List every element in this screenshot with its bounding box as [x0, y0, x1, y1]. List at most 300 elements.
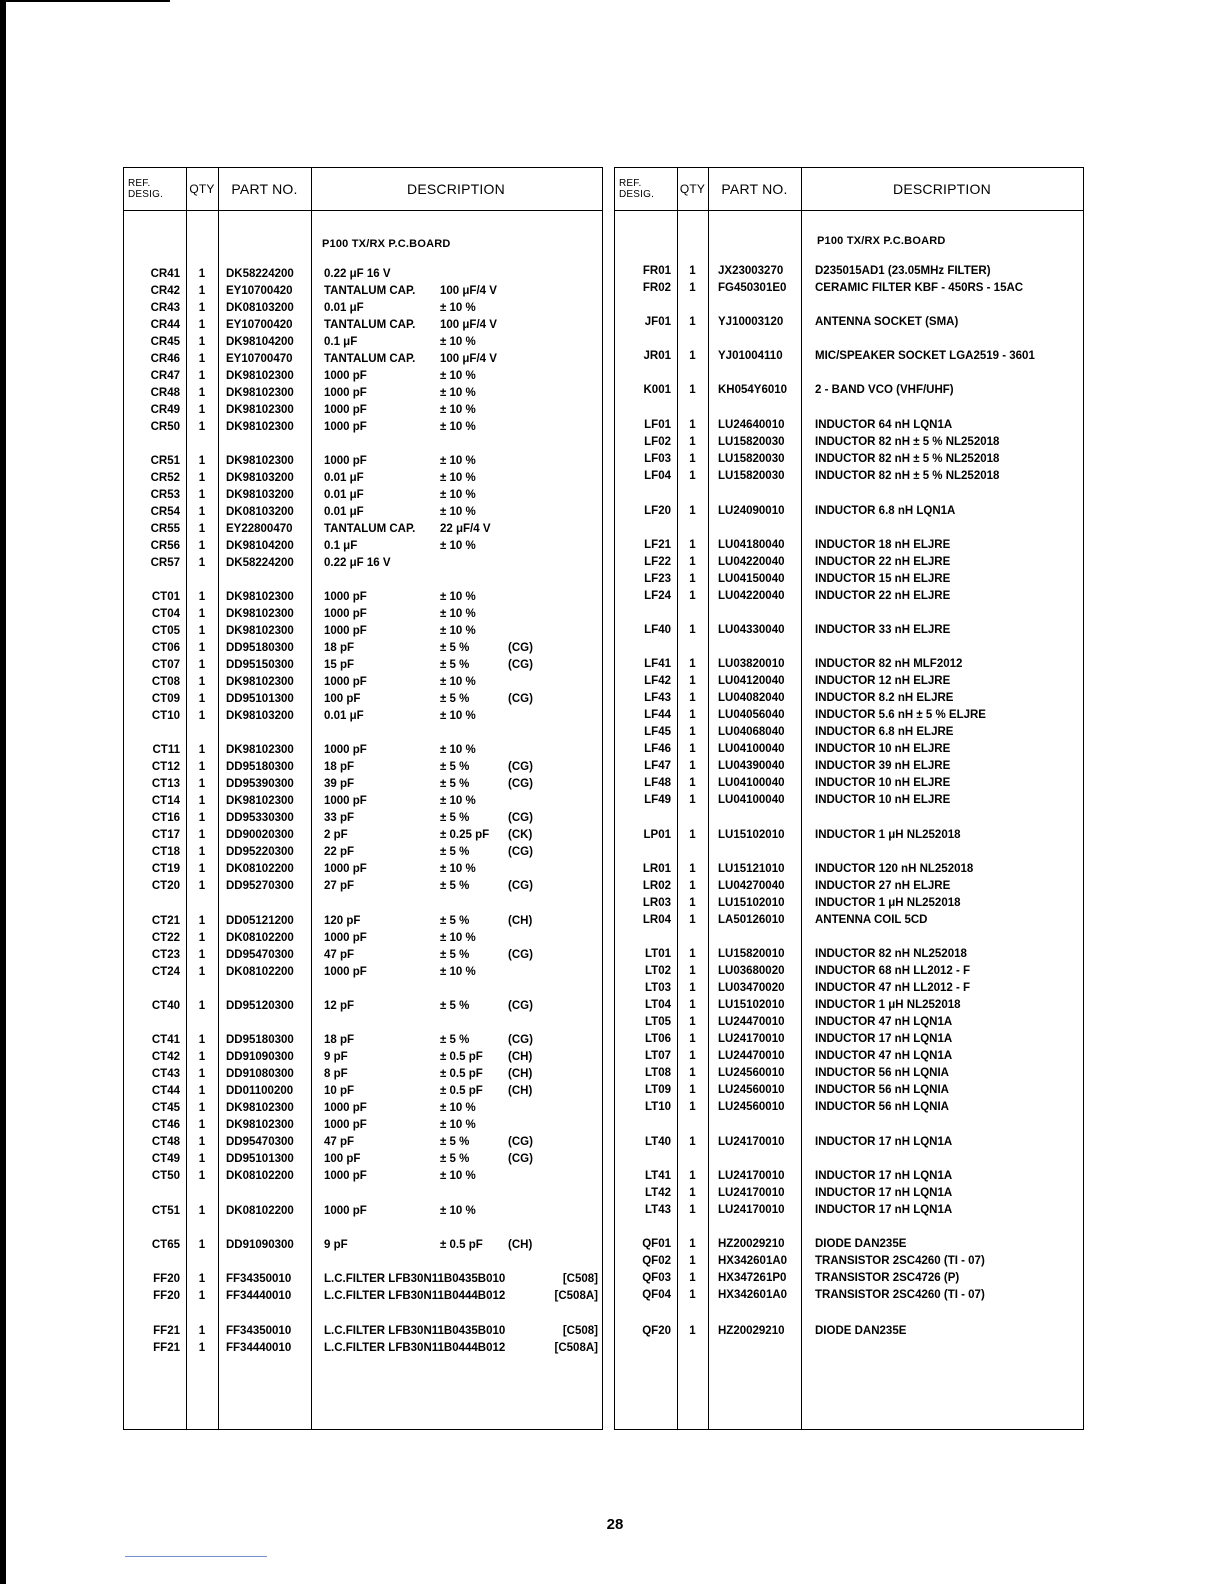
description: INDUCTOR 68 nH LL2012 - F [815, 965, 971, 977]
ref-desig: CR57 [150, 557, 180, 569]
description: TRANSISTOR 2SC4726 (P) [815, 1272, 960, 1284]
qty: 1 [689, 1170, 696, 1182]
part-no: LU15820030 [718, 470, 785, 482]
description: INDUCTOR 22 nH ELJRE [815, 556, 951, 568]
table-row [615, 946, 1083, 963]
ref-desig: LR04 [642, 914, 671, 926]
ref-desig: CT04 [151, 608, 180, 620]
ref-desig: CR52 [150, 472, 180, 484]
description: INDUCTOR 1 μH NL252018 [815, 829, 961, 841]
description: INDUCTOR 17 nH LQN1A [815, 1170, 953, 1182]
part-no: LU04220040 [718, 590, 785, 602]
part-no: DD01100200 [226, 1085, 294, 1097]
ref-desig: CR41 [150, 268, 180, 280]
description-value: 0.01 μF [324, 489, 364, 501]
part-no: HX347261P0 [718, 1272, 787, 1284]
table-row [615, 1048, 1083, 1065]
ref-desig: QF01 [642, 1238, 671, 1250]
table-row [124, 913, 602, 930]
table-row [124, 640, 602, 657]
description-value: 1000 pF [324, 744, 367, 756]
qty: 1 [689, 760, 696, 772]
ref-desig: K001 [643, 384, 671, 396]
part-no: YJ10003120 [718, 316, 784, 328]
qty: 1 [689, 863, 696, 875]
description-tolerance: ± 5 % [440, 880, 470, 892]
qty: 1 [689, 282, 696, 294]
description: TRANSISTOR 2SC4260 (TI - 07) [815, 1289, 985, 1301]
part-no: DK98102300 [226, 404, 294, 416]
ref-desig: CT14 [151, 795, 180, 807]
qty: 1 [689, 726, 696, 738]
table-row [124, 317, 602, 334]
ref-desig: CR43 [150, 302, 180, 314]
ref-desig: FF21 [153, 1325, 180, 1337]
part-no: DD91090300 [226, 1051, 294, 1063]
ref-desig: LT01 [645, 948, 671, 960]
description-tolerance: 100 μF/4 V [440, 319, 497, 331]
ref-desig: CT20 [151, 880, 180, 892]
ref-desig: LF02 [644, 436, 671, 448]
header-ref-desig [124, 168, 186, 210]
table-row [615, 417, 1083, 434]
description-tolerance: ± 10 % [440, 676, 476, 688]
ref-desig: QF04 [642, 1289, 671, 1301]
part-no: JX23003270 [718, 265, 784, 277]
table-row [124, 776, 602, 793]
parts-table-right [614, 167, 1084, 1430]
description-code: (CG) [508, 761, 533, 773]
description: INDUCTOR 56 nH LQNIA [815, 1101, 949, 1113]
description: INDUCTOR 47 nH LL2012 - F [815, 982, 971, 994]
ref-desig: LT05 [645, 1016, 671, 1028]
table-row [615, 314, 1083, 331]
ref-desig: CT10 [151, 710, 180, 722]
description-value: 1000 pF [324, 421, 367, 433]
ref-desig: LR01 [642, 863, 671, 875]
part-no: HX342601A0 [718, 1255, 788, 1267]
ref-desig: CR55 [150, 523, 180, 535]
description-code: (CG) [508, 1034, 533, 1046]
qty: 1 [689, 709, 696, 721]
description-value: 1000 pF [324, 1170, 367, 1182]
qty: 1 [198, 693, 206, 705]
table-row [124, 555, 602, 572]
ref-desig: LT06 [645, 1033, 671, 1045]
description-code: (CG) [508, 880, 533, 892]
table-row [124, 810, 602, 827]
part-no: FF34440010 [226, 1342, 292, 1354]
description-tolerance: 100 μF/4 V [440, 353, 497, 365]
table-row [124, 1151, 602, 1168]
ref-desig: QF20 [642, 1325, 671, 1337]
qty: 1 [689, 829, 696, 841]
ref-desig: QF03 [642, 1272, 671, 1284]
table-row [124, 691, 602, 708]
qty: 1 [689, 1238, 696, 1250]
description-tolerance: ± 5 % [440, 1034, 470, 1046]
description-tolerance: 100 μF/4 V [440, 285, 497, 297]
qty: 1 [689, 470, 696, 482]
qty: 1 [198, 1239, 206, 1251]
header-ref-line1: REF. [128, 178, 151, 189]
qty: 1 [198, 370, 206, 382]
table-row [615, 861, 1083, 878]
part-no: LU24170010 [718, 1136, 785, 1148]
qty: 1 [198, 1153, 206, 1165]
qty: 1 [689, 982, 696, 994]
section-title: P100 TX/RX P.C.BOARD [322, 238, 451, 250]
header-part-no: PART NO. [231, 181, 298, 197]
description-value: 1000 pF [324, 591, 367, 603]
description-tolerance: ± 5 % [440, 846, 470, 858]
table-row [615, 1270, 1083, 1287]
description: INDUCTOR 82 nH NL252018 [815, 948, 967, 960]
description-value: 1000 pF [324, 676, 367, 688]
qty: 1 [198, 472, 206, 484]
table-row [124, 351, 602, 368]
part-no: LU24470010 [718, 1050, 785, 1062]
description-tolerance: ± 10 % [440, 370, 476, 382]
table-row [615, 1236, 1083, 1253]
table-row [615, 537, 1083, 554]
part-no: LU24170010 [718, 1170, 785, 1182]
ref-desig: CT06 [151, 642, 180, 654]
description-value: 39 pF [324, 778, 355, 790]
description-tolerance: ± 10 % [440, 932, 476, 944]
qty: 1 [198, 506, 206, 518]
table-row [124, 793, 602, 810]
ref-desig: CT07 [151, 659, 180, 671]
description-value: 1000 pF [324, 608, 367, 620]
ref-desig: CT18 [151, 846, 180, 858]
ref-desig: CT49 [151, 1153, 180, 1165]
ref-desig: FF20 [153, 1290, 180, 1302]
part-no: LU24170010 [718, 1187, 785, 1199]
qty: 1 [689, 1325, 696, 1337]
table-row [124, 487, 602, 504]
qty: 1 [198, 1342, 206, 1354]
description: CERAMIC FILTER KBF - 450RS - 15AC [815, 282, 1024, 294]
description-remark: [C508A] [554, 1342, 598, 1354]
description-value: 0.01 μF [324, 302, 364, 314]
description-remark: [C508] [562, 1325, 598, 1337]
ref-desig: CR47 [150, 370, 180, 382]
description-tolerance: ± 10 % [440, 608, 476, 620]
description-value: 1000 pF [324, 387, 367, 399]
part-no: DD95220300 [226, 846, 294, 858]
ref-desig: CT43 [151, 1068, 180, 1080]
table-row [124, 947, 602, 964]
description: INDUCTOR 6.8 nH LQN1A [815, 505, 956, 517]
part-no: DD95470300 [226, 1136, 294, 1148]
header-divider [124, 210, 602, 211]
table-row [124, 674, 602, 691]
part-no: DK98102300 [226, 387, 294, 399]
part-no: DK08102200 [226, 863, 294, 875]
table-row [615, 741, 1083, 758]
qty: 1 [198, 744, 206, 756]
part-no: DK58224200 [226, 268, 294, 280]
table-row [124, 1083, 602, 1100]
table-row [615, 554, 1083, 571]
table-row [124, 1237, 602, 1254]
part-no: DD95180300 [226, 761, 294, 773]
part-no: DK98103200 [226, 489, 294, 501]
table-row [615, 263, 1083, 280]
qty: 1 [689, 1255, 696, 1267]
table-row [615, 1185, 1083, 1202]
ref-desig: CR45 [150, 336, 180, 348]
description-value: 100 pF [324, 1153, 361, 1165]
description: INDUCTOR 64 nH LQN1A [815, 419, 953, 431]
description-tolerance: ± 0.5 pF [440, 1239, 483, 1251]
description-tolerance: ± 10 % [440, 795, 476, 807]
table-row [124, 266, 602, 283]
description-tolerance: ± 10 % [440, 863, 476, 875]
ref-desig: CR51 [150, 455, 180, 467]
ref-desig: CT16 [151, 812, 180, 824]
part-no: DD95270300 [226, 880, 294, 892]
qty: 1 [689, 880, 696, 892]
ref-desig: LF49 [644, 794, 671, 806]
description-value: 0.01 μF [324, 710, 364, 722]
description-value: 1000 pF [324, 455, 367, 467]
description-tolerance: ± 10 % [440, 387, 476, 399]
part-no: DK98102300 [226, 676, 294, 688]
part-no: EY22800470 [226, 523, 293, 535]
description-tolerance: ± 10 % [440, 506, 476, 518]
part-no: DK98102300 [226, 370, 294, 382]
description-code: (CH) [508, 1051, 533, 1063]
description-value: 0.1 μF [324, 336, 358, 348]
description-tolerance: ± 10 % [440, 1119, 476, 1131]
qty: 1 [198, 812, 206, 824]
part-no: DK08102200 [226, 932, 294, 944]
qty: 1 [198, 1273, 206, 1285]
qty: 1 [198, 1205, 206, 1217]
ref-desig: LT09 [645, 1084, 671, 1096]
scan-artifact-top [0, 0, 170, 2]
description: INDUCTOR 18 nH ELJRE [815, 539, 951, 551]
table-row [615, 758, 1083, 775]
description: INDUCTOR 1 μH NL252018 [815, 999, 961, 1011]
qty: 1 [198, 523, 206, 535]
description: INDUCTOR 10 nH ELJRE [815, 743, 951, 755]
part-no: LU24170010 [718, 1033, 785, 1045]
header-ref-line2: DESIG. [128, 189, 164, 200]
description-tolerance: ± 10 % [440, 1102, 476, 1114]
ref-desig: CT17 [151, 829, 180, 841]
qty: 1 [198, 966, 206, 978]
part-no: FF34440010 [226, 1290, 292, 1302]
table-row [615, 827, 1083, 844]
part-no: LU24170010 [718, 1204, 785, 1216]
description-value: 1000 pF [324, 863, 367, 875]
qty: 1 [689, 350, 696, 362]
table-row [615, 775, 1083, 792]
qty: 1 [689, 384, 696, 396]
table-row [124, 657, 602, 674]
part-no: DK98102300 [226, 591, 294, 603]
description: INDUCTOR 10 nH ELJRE [815, 777, 951, 789]
ref-desig: LT02 [645, 965, 671, 977]
table-row [124, 453, 602, 470]
description-tolerance: ± 0.5 pF [440, 1051, 483, 1063]
ref-desig: LT41 [645, 1170, 671, 1182]
header-ref-desig [615, 168, 677, 210]
qty: 1 [689, 777, 696, 789]
ref-desig: CT40 [151, 1000, 180, 1012]
ref-desig: CR44 [150, 319, 180, 331]
qty: 1 [689, 1067, 696, 1079]
table-row [615, 1082, 1083, 1099]
description-value: L.C.FILTER LFB30N11B0435B010 [324, 1273, 506, 1285]
description-value: 18 pF [324, 761, 355, 773]
description-value: 0.01 μF [324, 472, 364, 484]
part-no: DD91090300 [226, 1239, 294, 1251]
description: INDUCTOR 47 nH LQN1A [815, 1016, 953, 1028]
ref-desig: LF43 [644, 692, 671, 704]
table-row [615, 1253, 1083, 1270]
table-row [615, 468, 1083, 485]
description-value: 9 pF [324, 1239, 348, 1251]
ref-desig: CT22 [151, 932, 180, 944]
table-row [615, 1134, 1083, 1151]
description-tolerance: ± 5 % [440, 778, 470, 790]
qty: 1 [198, 642, 206, 654]
description-value: 1000 pF [324, 932, 367, 944]
ref-desig: LR02 [642, 880, 671, 892]
ref-desig: LF48 [644, 777, 671, 789]
table-row [615, 963, 1083, 980]
part-no: LU04068040 [718, 726, 785, 738]
ref-desig: CT11 [152, 744, 180, 756]
table-row [124, 930, 602, 947]
part-no: DK08102200 [226, 1170, 294, 1182]
table-row [615, 1168, 1083, 1185]
table-row [124, 1066, 602, 1083]
description: INDUCTOR 82 nH ± 5 % NL252018 [815, 436, 1000, 448]
part-no: LU03820010 [718, 658, 785, 670]
table-row [615, 895, 1083, 912]
description: INDUCTOR 82 nH ± 5 % NL252018 [815, 470, 1000, 482]
description-value: 9 pF [324, 1051, 348, 1063]
table-row [124, 1032, 602, 1049]
ref-desig: LF40 [644, 624, 671, 636]
table-row [124, 521, 602, 538]
part-no: LU15102010 [718, 999, 785, 1011]
description-tolerance: ± 0.5 pF [440, 1068, 483, 1080]
table-row [124, 742, 602, 759]
part-no: DK98102300 [226, 608, 294, 620]
ref-desig: LF45 [644, 726, 671, 738]
qty: 1 [198, 319, 206, 331]
table-row [124, 1049, 602, 1066]
table-row [615, 1202, 1083, 1219]
part-no: LU15820030 [718, 453, 785, 465]
description: INDUCTOR 8.2 nH ELJRE [815, 692, 954, 704]
qty: 1 [198, 336, 206, 348]
description: INDUCTOR 15 nH ELJRE [815, 573, 951, 585]
part-no: DK98102300 [226, 744, 294, 756]
ref-desig: CR54 [150, 506, 180, 518]
part-no: YJ01004110 [718, 350, 783, 362]
ref-desig: LF46 [644, 743, 671, 755]
description-value: TANTALUM CAP. [324, 353, 416, 365]
part-no: DD95120300 [226, 1000, 294, 1012]
qty: 1 [198, 778, 206, 790]
ref-desig: LT40 [645, 1136, 671, 1148]
qty: 1 [689, 999, 696, 1011]
table-row [124, 708, 602, 725]
description: INDUCTOR 47 nH LQN1A [815, 1050, 953, 1062]
qty: 1 [689, 624, 696, 636]
description-code: (CG) [508, 1136, 533, 1148]
qty: 1 [689, 1289, 696, 1301]
ref-desig: LF44 [644, 709, 671, 721]
part-no: DK08103200 [226, 506, 294, 518]
description-tolerance: ± 0.5 pF [440, 1085, 483, 1097]
header-ref-line2: DESIG. [619, 189, 655, 200]
qty: 1 [198, 1136, 206, 1148]
table-row [124, 334, 602, 351]
qty: 1 [689, 1050, 696, 1062]
ref-desig: CR53 [150, 489, 180, 501]
description: INDUCTOR 10 nH ELJRE [815, 794, 951, 806]
qty: 1 [689, 1016, 696, 1028]
table-row [124, 1134, 602, 1151]
description-value: 22 pF [324, 846, 355, 858]
table-row [124, 1203, 602, 1220]
description-code: (CG) [508, 659, 533, 671]
description: ANTENNA SOCKET (SMA) [815, 316, 959, 328]
table-row [124, 283, 602, 300]
part-no: DD95390300 [226, 778, 294, 790]
part-no: LU04100040 [718, 777, 785, 789]
table-row [124, 827, 602, 844]
part-no: LU04180040 [718, 539, 785, 551]
part-no: DD95330300 [226, 812, 294, 824]
description-code: (CK) [508, 829, 533, 841]
part-no: DD90020300 [226, 829, 294, 841]
description-tolerance: ± 10 % [440, 421, 476, 433]
scan-artifact-bottom [125, 1556, 267, 1557]
description: INDUCTOR 17 nH LQN1A [815, 1204, 953, 1216]
qty: 1 [198, 1290, 206, 1302]
part-no: LU04100040 [718, 743, 785, 755]
part-no: LU15820010 [718, 948, 785, 960]
ref-desig: LR03 [642, 897, 671, 909]
part-no: DD95470300 [226, 949, 294, 961]
qty: 1 [689, 453, 696, 465]
part-no: FF34350010 [226, 1273, 292, 1285]
qty: 1 [198, 949, 206, 961]
qty: 1 [689, 265, 696, 277]
qty: 1 [198, 1051, 206, 1063]
part-no: DD95150300 [226, 659, 294, 671]
description-value: 1000 pF [324, 404, 367, 416]
ref-desig: JR01 [643, 350, 671, 362]
qty: 1 [689, 1101, 696, 1113]
table-row [615, 503, 1083, 520]
description: MIC/SPEAKER SOCKET LGA2519 - 3601 [815, 350, 1035, 362]
table-row [124, 1340, 602, 1357]
description: INDUCTOR 82 nH ± 5 % NL252018 [815, 453, 1000, 465]
description-value: 1000 pF [324, 370, 367, 382]
description-remark: [C508A] [554, 1290, 598, 1302]
table-row [615, 690, 1083, 707]
